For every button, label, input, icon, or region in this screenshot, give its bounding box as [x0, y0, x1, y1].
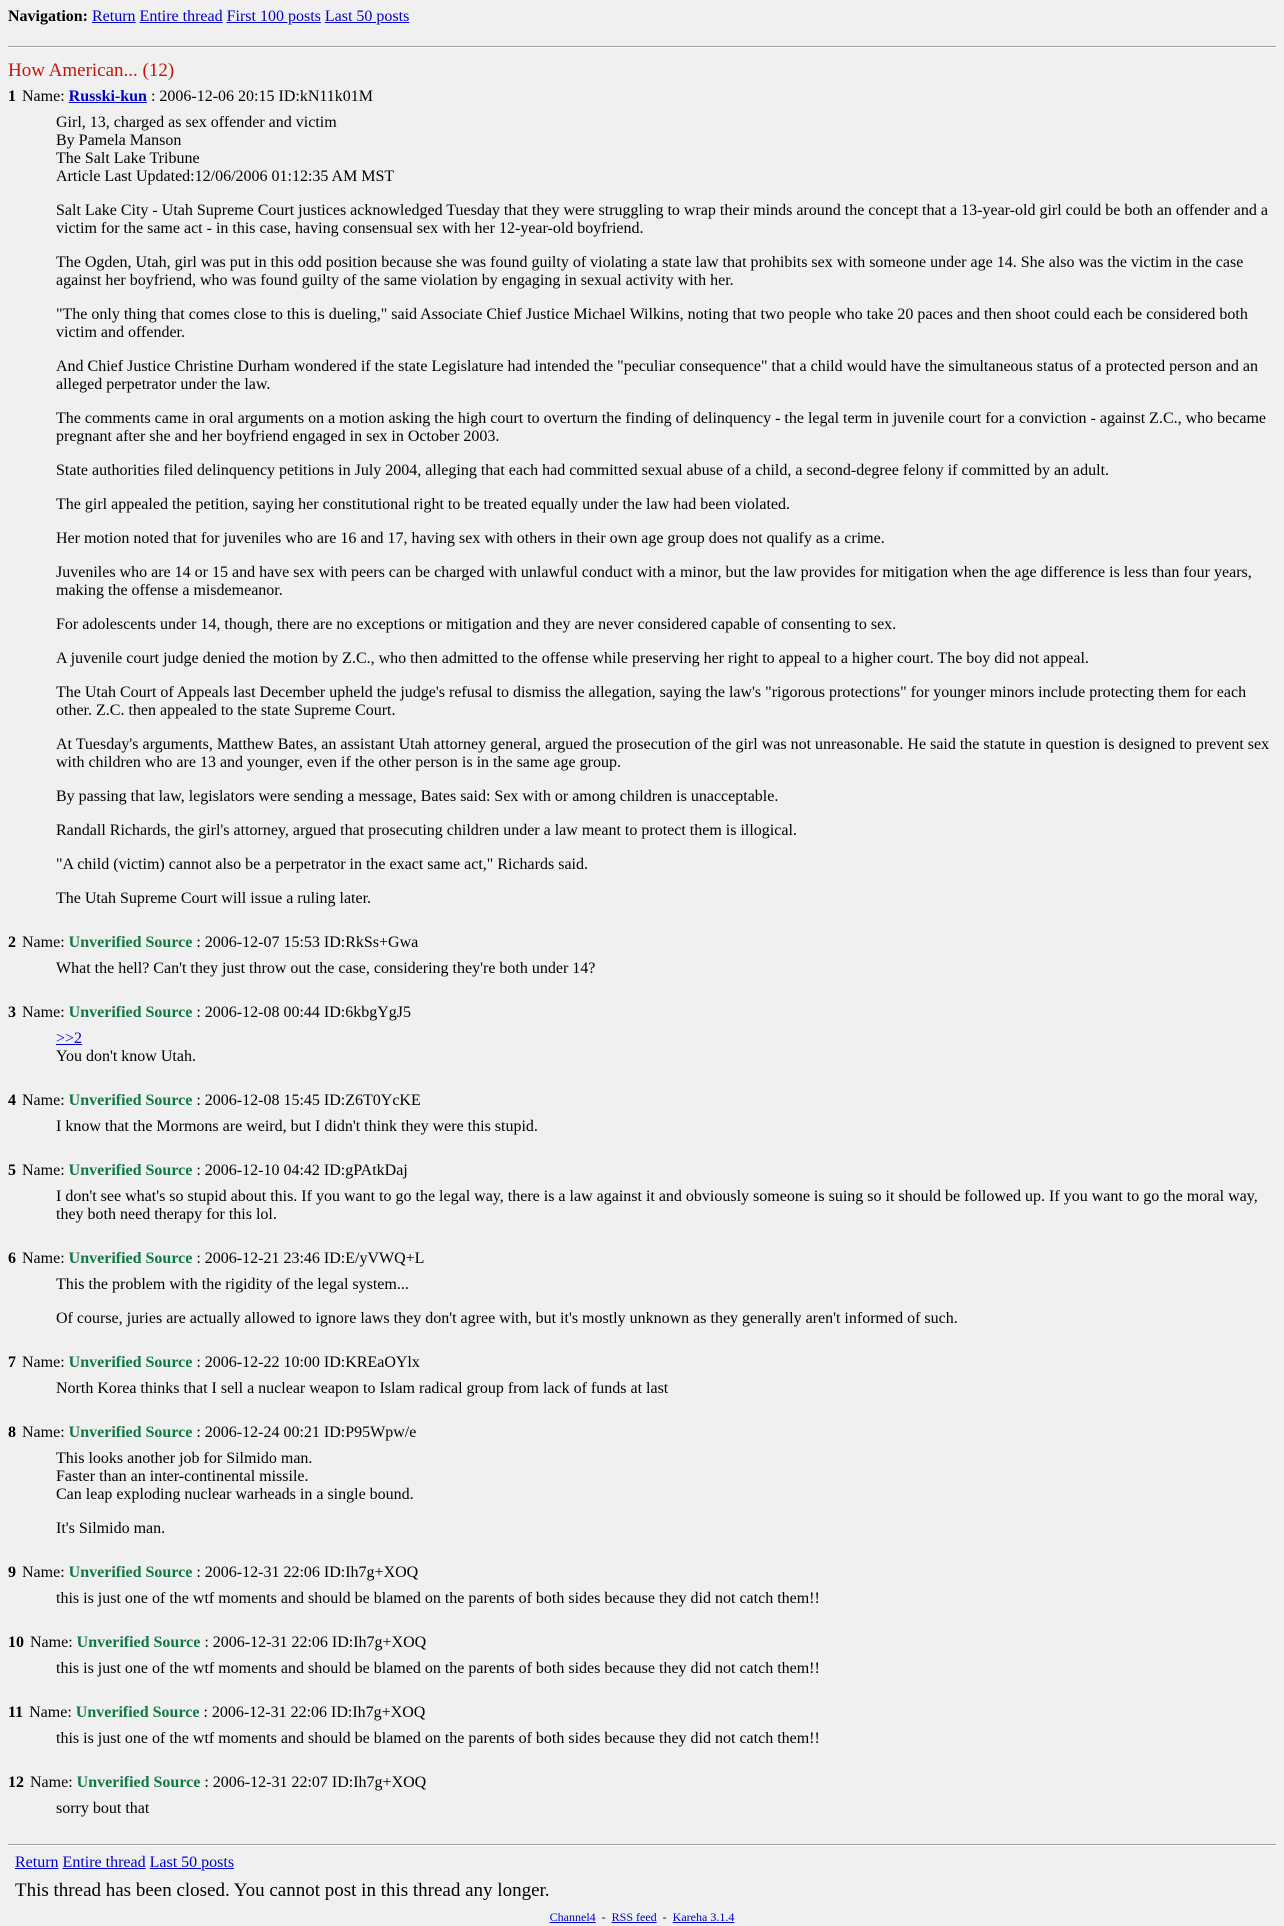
post-header	[8, 88, 1276, 106]
footer-channel4-link[interactable]: Channel4	[549, 1910, 596, 1924]
post-header	[8, 1634, 1276, 1652]
footer-kareha-link[interactable]: Kareha 3.1.4	[672, 1910, 735, 1924]
bottom-divider	[8, 1844, 1276, 1846]
post-body	[56, 1188, 1276, 1244]
post-text-line: The Ogden, Utah, girl was put in this odd position because she was found guilty of violating a state law that prohibits sex with someone under age 14. She also was the victim in the case against her boyfriend, who was found guilty of the same violation by engaging in sexual activity with her.	[56, 254, 1244, 289]
post	[8, 1564, 1276, 1628]
post-text-line: Article Last Updated:12/06/2006 01:12:35 AM MST	[56, 168, 395, 185]
post-paragraph	[56, 890, 1276, 908]
post-name-label: Name:	[22, 1424, 65, 1441]
post-name-label: Name:	[22, 1162, 65, 1179]
post-paragraph	[56, 788, 1276, 806]
post-number: 7	[8, 1354, 16, 1371]
post-name-label: Name:	[22, 1004, 65, 1021]
post-author-name: Unverified Source	[68, 934, 193, 951]
post-body	[56, 1030, 1276, 1086]
post-text-line: "A child (victim) cannot also be a perpetrator in the exact same act," Richards said.	[56, 856, 588, 873]
post-paragraph	[56, 254, 1276, 290]
post-meta: : 2006-12-08 00:44 ID:6kbgYgJ5	[196, 1004, 411, 1021]
post-text-line: By Pamela Manson	[56, 132, 182, 149]
post-paragraph	[56, 202, 1276, 238]
post	[8, 1162, 1276, 1244]
post-meta: : 2006-12-21 23:46 ID:E/yVWQ+L	[196, 1250, 425, 1267]
post-text-line: Her motion noted that for juveniles who are 16 and 17, having sex with others in their own age group does not qualify as a crime.	[56, 530, 885, 547]
post-text-line: By passing that law, legislators were sending a message, Bates said: Sex with or among children is unacceptable.	[56, 788, 779, 805]
post-header	[8, 1354, 1276, 1372]
post	[8, 1774, 1276, 1838]
post-text-line: At Tuesday's arguments, Matthew Bates, an assistant Utah attorney general, argued the prosecution of the girl was not unreasonable. He said the statute in question is designed to prevent sex with children who are 13 and younger, even if the other person is in the same age group.	[56, 736, 1270, 771]
post-text-line: Girl, 13, charged as sex offender and victim	[56, 114, 337, 131]
post-meta: : 2006-12-22 10:00 ID:KREaOYlx	[196, 1354, 420, 1371]
post-paragraph	[56, 1730, 1276, 1748]
post-text-line: this is just one of the wtf moments and should be blamed on the parents of both sides because they did not catch them!!	[56, 1730, 820, 1747]
post-text-line: The comments came in oral arguments on a motion asking the high court to overturn the finding of delinquency - the legal term in juvenile court for a conviction - against Z.C., who became pregnant after she and her boyfriend engaged in sex in October 2003.	[56, 410, 1267, 445]
post-text-line: State authorities filed delinquency petitions in July 2004, alleging that each had committed sexual abuse of a child, a second-degree felony if committed by an adult.	[56, 462, 1110, 479]
post-text-line: The Salt Lake Tribune	[56, 150, 200, 167]
post-paragraph	[56, 1450, 1276, 1504]
post-text-line: Of course, juries are actually allowed to ignore laws they don't agree with, but it's mostly unknown as they generally aren't informed of such.	[56, 1310, 958, 1327]
post	[8, 88, 1276, 928]
post-meta: : 2006-12-31 22:06 ID:Ih7g+XOQ	[204, 1634, 427, 1651]
footer-separator: -	[601, 1910, 606, 1924]
post-header	[8, 1162, 1276, 1180]
post-author-name: Unverified Source	[76, 1774, 201, 1791]
post-text-line: This looks another job for Silmido man.	[56, 1450, 313, 1467]
post-text-line: sorry bout that	[56, 1800, 150, 1817]
post-header	[8, 1564, 1276, 1582]
post-text-line: Can leap exploding nuclear warheads in a single bound.	[56, 1486, 414, 1503]
bottom-last-50-link[interactable]: Last 50 posts	[149, 1854, 235, 1871]
post-paragraph	[56, 1520, 1276, 1538]
post-text-line: For adolescents under 14, though, there are no exceptions or mitigation and they are never considered capable of consenting to sex.	[56, 616, 897, 633]
post-body	[56, 1660, 1276, 1698]
post-paragraph	[56, 616, 1276, 634]
post-text-line: "The only thing that comes close to this is dueling," said Associate Chief Justice Michael Wilkins, noting that two people who take 20 paces and then shoot could each be considered both victim and offender.	[56, 306, 1248, 341]
post-header	[8, 1004, 1276, 1022]
post-paragraph	[56, 1118, 1276, 1136]
post-name-label: Name:	[22, 88, 65, 105]
post-text-line: You don't know Utah.	[56, 1048, 196, 1065]
post-number: 1	[8, 88, 16, 105]
thread-title: How American... (12)	[8, 60, 175, 81]
post-name-label: Name:	[30, 1634, 73, 1651]
post-meta: : 2006-12-31 22:06 ID:Ih7g+XOQ	[196, 1564, 419, 1581]
post-paragraph	[56, 462, 1276, 480]
post-text-line: What the hell? Can't they just throw out the case, considering they're both under 14?	[56, 960, 596, 977]
post-paragraph	[56, 1800, 1276, 1818]
post-author-name[interactable]: Russki-kun	[68, 88, 147, 105]
post-body	[56, 1276, 1276, 1348]
post-meta: : 2006-12-08 15:45 ID:Z6T0YcKE	[196, 1092, 421, 1109]
post-number: 3	[8, 1004, 16, 1021]
post-list	[8, 88, 1276, 1838]
post-name-label: Name:	[22, 934, 65, 951]
post	[8, 934, 1276, 998]
post-author-name: Unverified Source	[68, 1162, 193, 1179]
post	[8, 1424, 1276, 1558]
top-divider	[8, 46, 1276, 48]
post-header	[8, 1092, 1276, 1110]
post-text-line: A juvenile court judge denied the motion by Z.C., who then admitted to the offense while preserving her right to appeal to a higher court. The boy did not appeal.	[56, 650, 1089, 667]
post-paragraph	[56, 564, 1276, 600]
post-header	[8, 934, 1276, 952]
post-text-line: The Utah Supreme Court will issue a ruling later.	[56, 890, 372, 907]
post-meta: : 2006-12-06 20:15 ID:kN11k01M	[150, 88, 373, 105]
post-meta: : 2006-12-24 00:21 ID:P95Wpw/e	[196, 1424, 417, 1441]
post-paragraph	[56, 1380, 1276, 1398]
post-paragraph	[56, 1030, 1276, 1066]
footer-rss-link[interactable]: RSS feed	[611, 1910, 657, 1924]
post-author-name: Unverified Source	[68, 1564, 193, 1581]
post-name-label: Name:	[30, 1774, 73, 1791]
post-body	[56, 1118, 1276, 1156]
post-paragraph	[56, 1590, 1276, 1608]
post-paragraph	[56, 496, 1276, 514]
post-paragraph	[56, 1310, 1276, 1328]
post-text-line: Salt Lake City - Utah Supreme Court justices acknowledged Tuesday that they were struggling to wrap their minds around the concept that a 13-year-old girl could be both an offender and a victim for the same act - in this case, having consensual sex with her 12-year-old boyfriend.	[56, 202, 1268, 237]
post-paragraph	[56, 530, 1276, 548]
post-text-line: This the problem with the rigidity of the legal system...	[56, 1276, 409, 1293]
post-header	[8, 1424, 1276, 1442]
post	[8, 1354, 1276, 1418]
post-number: 6	[8, 1250, 16, 1267]
navigation-label: Navigation:	[8, 8, 88, 25]
bottom-navigation	[15, 1854, 1276, 1872]
post-paragraph	[56, 856, 1276, 874]
post-paragraph	[56, 736, 1276, 772]
post-author-name: Unverified Source	[68, 1354, 193, 1371]
post-text-line: this is just one of the wtf moments and should be blamed on the parents of both sides because they did not catch them!!	[56, 1660, 820, 1677]
nav-entire-thread-link[interactable]: Entire thread	[139, 8, 223, 25]
post-number: 8	[8, 1424, 16, 1441]
post-number: 9	[8, 1564, 16, 1581]
top-navigation	[8, 8, 1276, 26]
post-number: 4	[8, 1092, 16, 1109]
post-text-line: Faster than an inter-continental missile.	[56, 1468, 309, 1485]
post-text-line: North Korea thinks that I sell a nuclear weapon to Islam radical group from lack of funds at last	[56, 1380, 669, 1397]
post-meta: : 2006-12-31 22:06 ID:Ih7g+XOQ	[203, 1704, 426, 1721]
post	[8, 1004, 1276, 1086]
post	[8, 1704, 1276, 1768]
post-author-name: Unverified Source	[68, 1004, 193, 1021]
post-paragraph	[56, 1276, 1276, 1294]
post-name-label: Name:	[22, 1092, 65, 1109]
post-body	[56, 1380, 1276, 1418]
post-body	[56, 1800, 1276, 1838]
post-name-label: Name:	[22, 1354, 65, 1371]
post-text-line: this is just one of the wtf moments and should be blamed on the parents of both sides because they did not catch them!!	[56, 1590, 820, 1607]
post-paragraph	[56, 1660, 1276, 1678]
post-name-label: Name:	[22, 1250, 65, 1267]
post-text-line: I know that the Mormons are weird, but I didn't think they were this stupid.	[56, 1118, 538, 1135]
post-meta: : 2006-12-07 15:53 ID:RkSs+Gwa	[196, 934, 419, 951]
post-text-line: And Chief Justice Christine Durham wondered if the state Legislature had intended the "peculiar consequence" that a child would have the simultaneous status of a protected person and an alleged perpetrator under the law.	[56, 358, 1259, 393]
post	[8, 1634, 1276, 1698]
post-body	[56, 1450, 1276, 1558]
post-paragraph	[56, 306, 1276, 342]
post-paragraph	[56, 822, 1276, 840]
post-text-line: Juveniles who are 14 or 15 and have sex with peers can be charged with unlawful conduct with a minor, but the law provides for mitigation when the age difference is less than four years, making the offense a misdemeanor.	[56, 564, 1252, 599]
post-meta: : 2006-12-10 04:42 ID:gPAtkDaj	[196, 1162, 408, 1179]
post-author-name: Unverified Source	[76, 1634, 201, 1651]
quote-reply-link[interactable]: >>2	[56, 1030, 83, 1047]
post-text-line: Randall Richards, the girl's attorney, argued that prosecuting children under a law meant to protect them is illogical.	[56, 822, 797, 839]
footer	[8, 1908, 1276, 1926]
post-number: 10	[8, 1634, 24, 1651]
post-number: 5	[8, 1162, 16, 1179]
post-number: 2	[8, 934, 16, 951]
post-paragraph	[56, 410, 1276, 446]
post-name-label: Name:	[22, 1564, 65, 1581]
post-author-name: Unverified Source	[68, 1250, 193, 1267]
post-paragraph	[56, 960, 1276, 978]
footer-separator: -	[662, 1910, 667, 1924]
nav-first-100-link[interactable]: First 100 posts	[226, 8, 321, 25]
post-paragraph	[56, 1188, 1276, 1224]
nav-last-50-link[interactable]: Last 50 posts	[324, 8, 410, 25]
post	[8, 1250, 1276, 1348]
post-paragraph	[56, 358, 1276, 394]
post-paragraph	[56, 684, 1276, 720]
post-body	[56, 1730, 1276, 1768]
post-body	[56, 960, 1276, 998]
post-text-line: The Utah Court of Appeals last December upheld the judge's refusal to dismiss the allegation, saying the law's "rigorous protections" for younger minors include protecting them for each other. Z.C. then appealed to the state Supreme Court.	[56, 684, 1247, 719]
post-body	[56, 114, 1276, 928]
post-author-name: Unverified Source	[68, 1092, 193, 1109]
post-number: 12	[8, 1774, 24, 1791]
post-header	[8, 1250, 1276, 1268]
post-header	[8, 1704, 1276, 1722]
nav-return-link[interactable]: Return	[92, 8, 136, 25]
post-text-line: It's Silmido man.	[56, 1520, 166, 1537]
post-text-line: I don't see what's so stupid about this. If you want to go the legal way, there is a law against it and obviously someone is suing so it should be followed up. If you want to go the moral way, they both need therapy for this lol.	[56, 1188, 1258, 1223]
post-paragraph	[56, 650, 1276, 668]
post-name-label: Name:	[29, 1704, 72, 1721]
post-meta: : 2006-12-31 22:07 ID:Ih7g+XOQ	[204, 1774, 427, 1791]
bottom-entire-thread-link[interactable]: Entire thread	[62, 1854, 146, 1871]
post-body	[56, 1590, 1276, 1628]
post-author-name: Unverified Source	[68, 1424, 193, 1441]
post-author-name: Unverified Source	[75, 1704, 200, 1721]
post-paragraph	[56, 114, 1276, 186]
post-text-line: The girl appealed the petition, saying her constitutional right to be treated equally under the law had been violated.	[56, 496, 790, 513]
post-header	[8, 1774, 1276, 1792]
post	[8, 1092, 1276, 1156]
bottom-return-link[interactable]: Return	[15, 1854, 59, 1871]
post-number: 11	[8, 1704, 24, 1721]
thread-closed-notice: This thread has been closed. You cannot post in this thread any longer.	[15, 1880, 550, 1901]
